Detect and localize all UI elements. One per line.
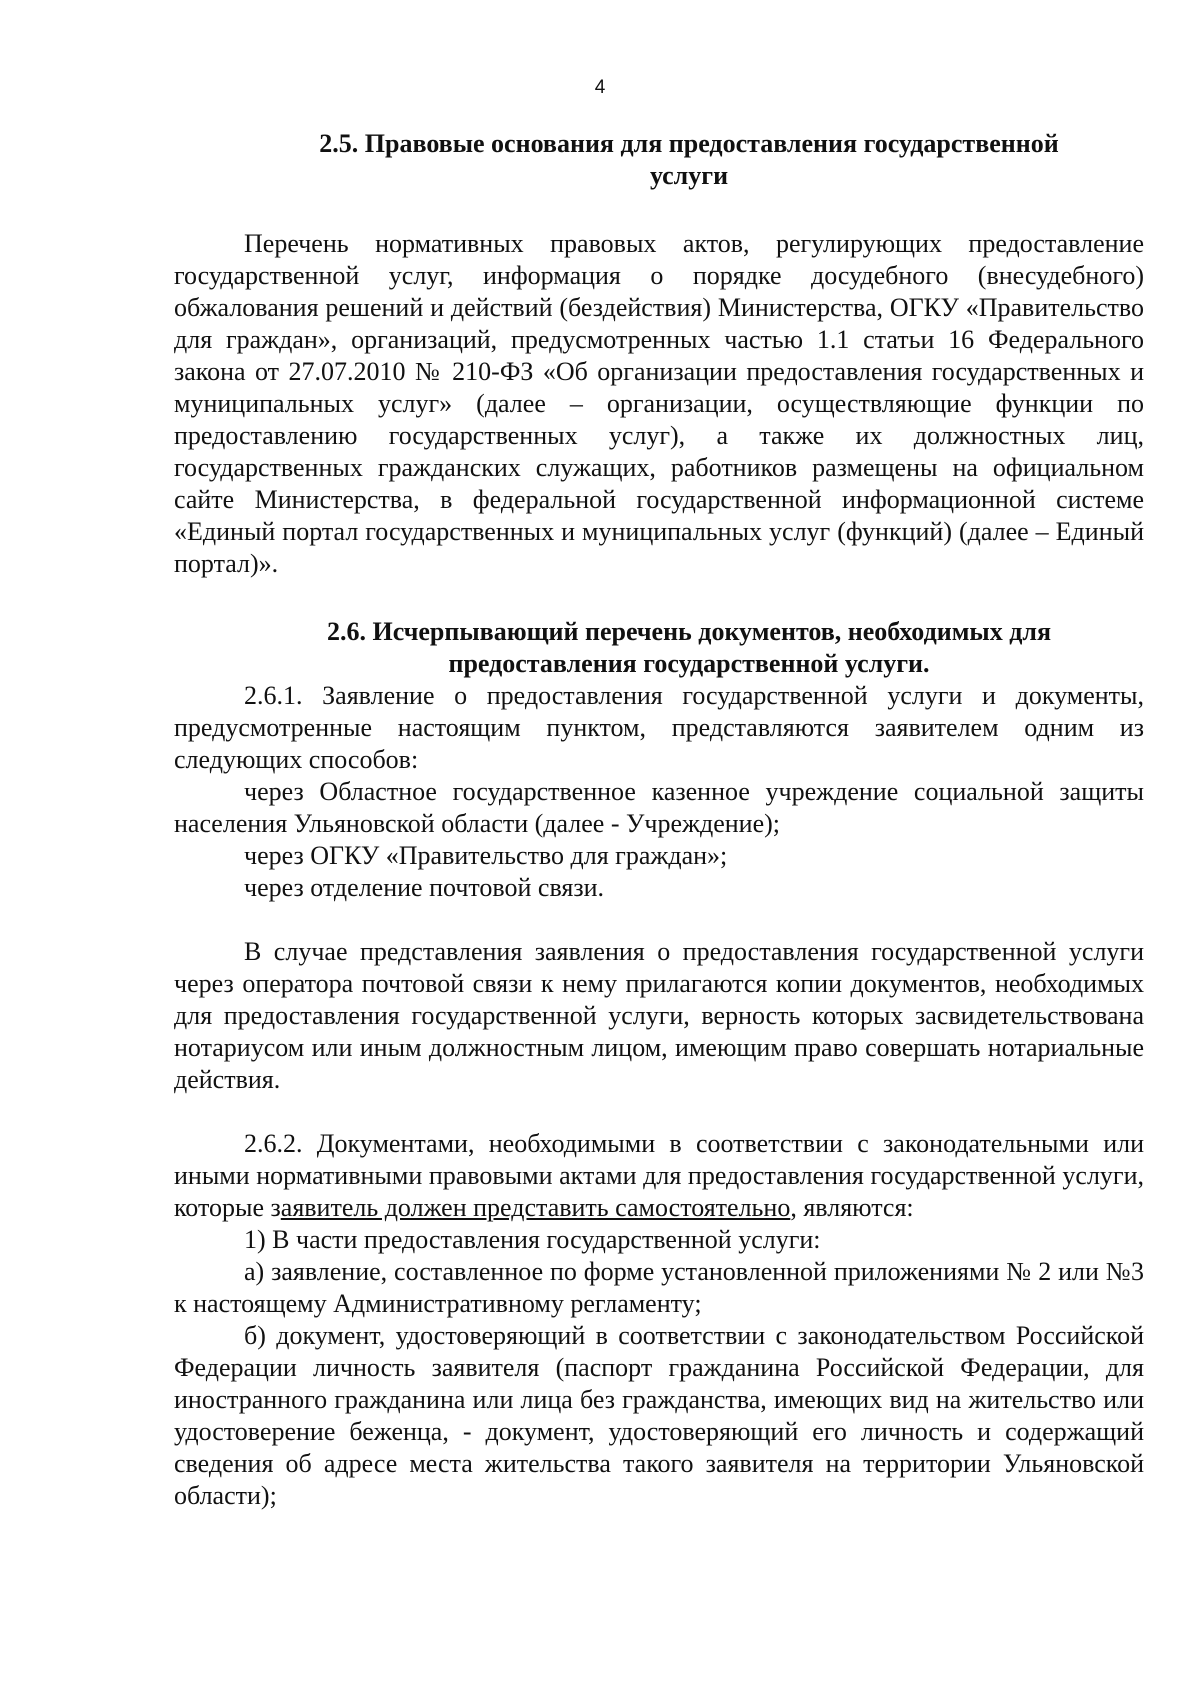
paragraph-2-6-2-end: , являются: (790, 1193, 914, 1222)
section-2-6-heading-line1: 2.6. Исчерпывающий перечень документов, необходимых для (326, 617, 1052, 646)
paragraph-2-6-2-underlined: аявитель должен представить самостоятельно (280, 1193, 791, 1222)
section-2-5-paragraph: Перечень нормативных правовых актов, регулирующих предоставление государственной услуг, информация о порядке досудебного (внесудебного) обжалования решений и действий (бездействия) Министерства, ОГКУ «Правительство для граждан», организаций, предусмотренных частью 1.1 статьи 16 Федерального закона от 27.07.2010 № 210-ФЗ «Об организации предоставления государственных и муниципальных услуг» (далее – организации, осуществляющие функции по предоставлению государственных услуг), а также их должностных лиц, государственных гражданских служащих, работников размещены на официальном сайте Министерства, в федеральной государственной информационной системе «Единый портал государственных и муниципальных услуг (функций) (далее – Единый портал)». (174, 229, 1144, 578)
postal-submission-paragraph: В случае представления заявления о предоставления государственной услуги через оператора почтовой связи к нему прилагаются копии документов, необходимых для предоставления государственной услуги, верность которых засвидетельствована нотариусом или иным должностным лицом, имеющим право совершать нотариальные действия. (174, 937, 1144, 1094)
document-content (174, 128, 1144, 1512)
list-item-a: а) заявление, составленное по форме установленной приложениями № 2 или №3 к настоящему Административному регламенту; (174, 1257, 1144, 1318)
submission-method-institution: через Областное государственное казенное учреждение социальной защиты населения Ульяновской области (далее - Учреждение); (174, 777, 1144, 838)
section-2-5-heading (174, 128, 1144, 192)
paragraph-2-6-1: 2.6.1. Заявление о предоставления государственной услуги и документы, предусмотренные настоящим пунктом, представляются заявителем одним из следующих способов: (174, 681, 1144, 774)
section-2-5-heading-line2: услуги (649, 161, 729, 190)
list-item-b: б) документ, удостоверяющий в соответствии с законодательством Российской Федерации личность заявителя (паспорт гражданина Российской Федерации, для иностранного гражданина или лица без гражданства, имеющих вид на жительство или удостоверение беженца, - документ, удостоверяющий его личность и содержащий сведения об адресе места жительства такого заявителя на территории Ульяновской области); (174, 1321, 1144, 1510)
paragraph-2-6-2-start: 2.6.2. Документами, необходимыми в соответствии с законодательными или иными нормативными правовыми актами для предоставления государственной услуги, которые з (174, 1129, 1144, 1222)
paragraph-2-6-2 (174, 1128, 1144, 1224)
submission-method-post: через отделение почтовой связи. (244, 873, 605, 902)
page-number: 4 (594, 77, 606, 98)
list-item-1: 1) В части предоставления государственной услуги: (244, 1225, 821, 1254)
section-2-6-heading (174, 616, 1144, 680)
submission-method-ogku: через ОГКУ «Правительство для граждан»; (244, 841, 728, 870)
section-2-6-heading-line2: предоставления государственной услуги. (448, 649, 930, 678)
section-2-5-heading-line1: 2.5. Правовые основания для предоставления государственной (319, 129, 1059, 158)
